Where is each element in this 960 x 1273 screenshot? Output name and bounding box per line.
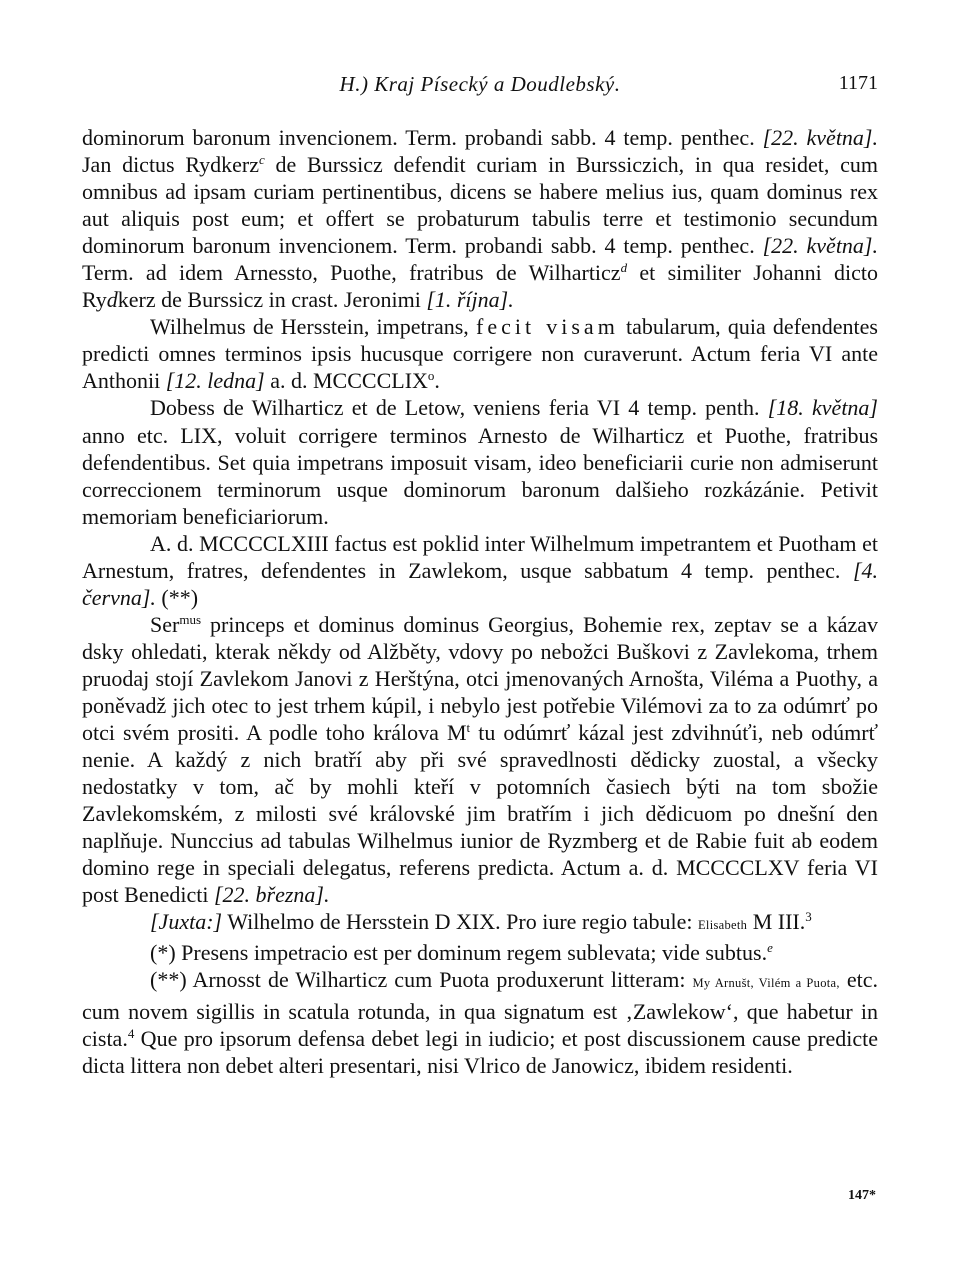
- text-run: (**): [155, 584, 199, 610]
- spaced-text: fecit visam: [476, 314, 619, 340]
- paragraph-p6: [82, 908, 878, 939]
- text-run: et similiter Johanni dicto Ry: [82, 260, 878, 313]
- text-run: dominorum baronum invencionem. Term. probandi sabb. 4 temp. penthec.: [82, 125, 763, 150]
- superscript: mus: [179, 611, 201, 627]
- text-run: tabularum, quia defendentes predicti omnes terminos ipsis hucusque corrigere non curaverunt. Actum feria VI ante Anthonii: [82, 314, 878, 394]
- text-run: princeps et dominus dominus Georgius, Bohemie rex, zeptav se a kázav dsky ohledati, kterak někdy od Alžběty, vdovy po nebožci Buškovi z Zavlekoma, trhem pruodaj stojí Zavlekom Janovi z Herštýna, otci jmenovaných Arnošta, Viléma a Puothy, a poněvadž jich otec to jest trhem kúpil, i nebylo jest potřebie Vilémovi za to za odúmrť po otci svém prositi. A podle toho králova M: [82, 611, 878, 746]
- superscript: o: [427, 368, 435, 384]
- paragraph-p3: [82, 394, 878, 529]
- page-header: [82, 72, 878, 102]
- text-run: .: [434, 368, 440, 394]
- superscript: 3: [805, 909, 812, 925]
- text-run: Dobess de Wilharticz et de Letow, veniens feria VI 4 temp. penth.: [150, 395, 768, 421]
- paragraph-p7: [82, 939, 878, 966]
- signature-mark: 147*: [848, 1188, 876, 1203]
- text-run: (**) Arnosst de Wilharticz cum Puota produxerunt litteram:: [150, 967, 693, 993]
- superscript: 4: [127, 1025, 135, 1041]
- small-text: Elisabeth: [697, 918, 748, 933]
- text-run: Jan dictus Rydkerz: [82, 152, 259, 178]
- italic-text: [1. října].: [426, 287, 514, 313]
- text-run: A. d. MCCCCLXIII factus est poklid inter Wilhelmum impetrantem et Puotham et Arnestum, fratres, defendentes in Zawlekom, usque sabbatum 4 temp. penthec.: [82, 530, 878, 583]
- text-run: (*) Presens impetracio est per dominum regem sublevata; vide subtus.: [150, 940, 768, 966]
- text-run: etc. cum novem sigillis in scatula rotunda, in qua signatum est ‚Zawlekow‘, que habetur in cista.: [82, 967, 878, 1051]
- italic-text: [Juxta:]: [150, 909, 223, 935]
- italic-text: d: [106, 287, 118, 313]
- small-text: My Arnušt, Vilém a Puota,: [692, 976, 840, 991]
- italic-text: [12. ledna]: [165, 368, 265, 394]
- footnote-mark: e: [767, 940, 773, 956]
- text-run: Term. ad idem Arnessto, Puothe, fratribus de Wilharticz: [82, 260, 621, 286]
- text-run: Que pro ipsorum defensa debet legi in iudicio; et post discussionem cause predicte dicta littera non debet alteri presentari, nisi Vlrico de Janowicz, ibidem residenti.: [82, 1025, 878, 1078]
- document-body: [82, 124, 878, 1079]
- text-run: kerz de Burssicz in crast. Jeronimi: [117, 287, 427, 313]
- italic-text: [22. března].: [213, 882, 330, 908]
- running-head: H.) Kraj Písecký a Doudlebský.: [339, 72, 621, 96]
- paragraph-p4: [82, 530, 878, 611]
- paragraph-p1: [82, 124, 878, 313]
- italic-text: [22. května].: [762, 233, 878, 259]
- italic-text: [4. června].: [82, 557, 878, 610]
- text-run: de Burssicz defendit curiam in Burssiczich, in qua residet, cum omnibus ad ipsam curiam pertinentibus, dicens se habere melius ius, quam dominus rex aut aliquis post eum; et offert se probaturum tabulis terre et testimonio secundum dominorum baronum invencionem. Term. probandi sabb. 4 temp. penthec.: [82, 152, 878, 259]
- footnote-mark: c: [259, 152, 265, 168]
- paragraph-p5: [82, 611, 878, 909]
- footnote-mark: d: [620, 260, 628, 276]
- italic-text: [22. května].: [762, 125, 878, 150]
- text-run: Wilhelmus de Hersstein, impetrans,: [150, 314, 476, 340]
- page-number: 1171: [838, 72, 878, 94]
- text-run: Wilhelmo de Hersstein D XIX. Pro iure regio tabule:: [222, 909, 698, 935]
- italic-text: [18. května]: [767, 395, 878, 421]
- text-run: anno etc. LIX, voluit corrigere terminos Arnesto de Wilharticz et Puothe, fratribus defendentibus. Set quia impetrans imposuit visam, ideo beneficiarii curie non admiserunt correccionem terminorum usque dominorum baronum dalšieho rozkázánie. Petivit memoriam beneficiariorum.: [82, 422, 878, 529]
- superscript: t: [466, 720, 471, 736]
- text-run: M III.: [747, 909, 806, 935]
- paragraph-p2: [82, 313, 878, 394]
- text-run: a. d. MCCCCLIX: [264, 368, 428, 394]
- paragraph-p8: [82, 966, 878, 1078]
- text-run: Ser: [150, 611, 180, 637]
- text-run: tu odúmrť kázal jest zdvihnúťi, neb odúmrť nenie. A každý z nich bratří aby při své spravedlnosti dědicky zuostal, a všecky nedostatky v tom, ač by mohli kteří v potomních časiech býti na tom sbožie Zavlekomském, z milosti své královské jim bratřím i jich dědicuom po dnešní den naplňuje. Nunccius ad tabulas Wilhelmus iunior de Ryzmberg et de Rabie fuit ab eodem domino rege in speciali delegatus, referens predicta. Actum a. d. MCCCCLXV feria VI post Benedicti: [82, 720, 878, 908]
